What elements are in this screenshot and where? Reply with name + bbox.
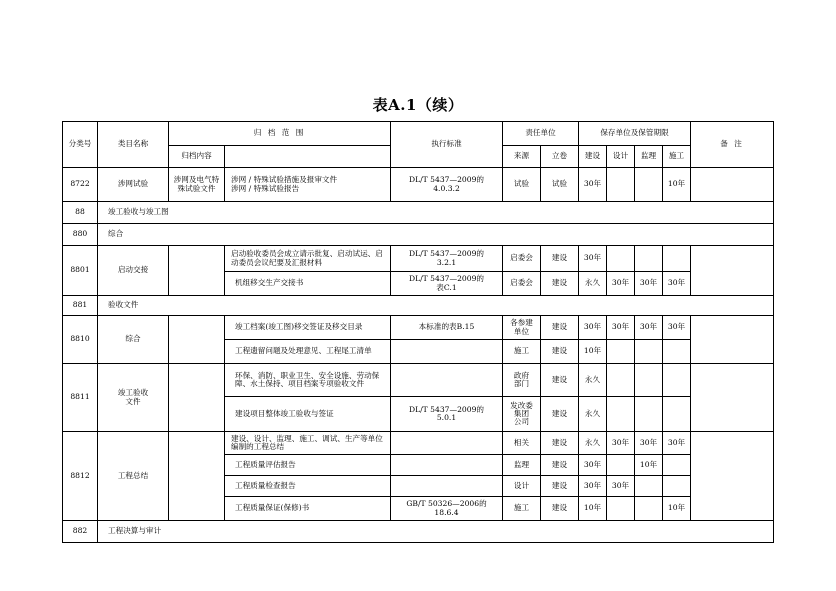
row-con: 30年 <box>663 316 691 340</box>
section-label: 工程决算与审计 <box>98 521 774 543</box>
row-con: 30年 <box>663 432 691 455</box>
row-build: 30年 <box>579 476 607 497</box>
section-row <box>63 202 774 224</box>
row-sup: 30年 <box>635 316 663 340</box>
row-design: 30年 <box>607 316 635 340</box>
row-design <box>607 455 635 476</box>
header-remarks: 备 注 <box>691 122 774 168</box>
section-label: 竣工验收与竣工图 <box>98 202 774 224</box>
header-volume: 立卷 <box>541 146 579 168</box>
row-sub <box>169 316 225 364</box>
header-retention: 保存单位及保管期限 <box>579 122 691 146</box>
row-content: 机组移交生产交接书 <box>225 272 391 296</box>
row-build: 30年 <box>579 455 607 476</box>
row-volume: 建设 <box>541 497 579 521</box>
row-sup <box>635 364 663 397</box>
row-con <box>663 455 691 476</box>
row-remarks <box>691 168 774 202</box>
table-title: 表A.1（续） <box>372 96 464 114</box>
row-build: 永久 <box>579 364 607 397</box>
row-source: 试验 <box>503 168 541 202</box>
section-row <box>63 521 774 543</box>
row-design: 30年 <box>607 272 635 296</box>
row-volume: 建设 <box>541 364 579 397</box>
row-volume: 建设 <box>541 316 579 340</box>
header-code: 分类号 <box>63 122 98 168</box>
row-sub <box>169 364 225 432</box>
row-sup <box>635 497 663 521</box>
row-volume: 建设 <box>541 272 579 296</box>
row-sup <box>635 168 663 202</box>
row-volume: 建设 <box>541 432 579 455</box>
row-volume: 建设 <box>541 246 579 272</box>
row-source: 施工 <box>503 497 541 521</box>
row-standard: DL/T 5437—2009的 5.0.1 <box>391 397 503 432</box>
row-standard: DL/T 5437—2009的 3.2.1 <box>391 246 503 272</box>
row-build: 永久 <box>579 397 607 432</box>
section-row <box>63 296 774 316</box>
header-standard: 执行标准 <box>391 122 503 168</box>
row-design: 30年 <box>607 432 635 455</box>
row-standard <box>391 476 503 497</box>
table-row <box>63 316 774 340</box>
row-remarks <box>691 246 774 296</box>
row-con: 10年 <box>663 497 691 521</box>
section-code: 88 <box>63 202 98 224</box>
table-row <box>63 364 774 397</box>
row-volume: 试验 <box>541 168 579 202</box>
row-content: 建设、设计、监理、施工、调试、生产等单位编制的工程总结 <box>225 432 391 455</box>
row-build: 30年 <box>579 316 607 340</box>
row-sub <box>169 432 225 521</box>
header-category: 类目名称 <box>98 122 169 168</box>
row-source: 发改委 集团 公司 <box>503 397 541 432</box>
row-remarks <box>691 364 774 432</box>
row-con <box>663 397 691 432</box>
row-category: 竣工验收 文件 <box>98 364 169 432</box>
row-volume: 建设 <box>541 340 579 364</box>
row-category: 涉网试验 <box>98 168 169 202</box>
row-sup <box>635 340 663 364</box>
row-design: 30年 <box>607 476 635 497</box>
row-design <box>607 340 635 364</box>
row-volume: 建设 <box>541 476 579 497</box>
row-remarks <box>691 316 774 364</box>
header-construction: 建设 <box>579 146 607 168</box>
row-category: 启动交接 <box>98 246 169 296</box>
row-standard: GB/T 50326—2006的 18.6.4 <box>391 497 503 521</box>
row-con <box>663 364 691 397</box>
row-con: 30年 <box>663 272 691 296</box>
row-volume: 建设 <box>541 455 579 476</box>
header-supervision: 监理 <box>635 146 663 168</box>
header-row <box>63 122 774 146</box>
row-source: 相关 <box>503 432 541 455</box>
section-code: 882 <box>63 521 98 543</box>
row-source: 政府 部门 <box>503 364 541 397</box>
archive-table <box>62 121 774 543</box>
header-design: 设计 <box>607 146 635 168</box>
table-row <box>63 168 774 202</box>
row-standard: DL/T 5437—2009的 表C.1 <box>391 272 503 296</box>
header-source: 来源 <box>503 146 541 168</box>
table-row <box>63 432 774 455</box>
row-con <box>663 476 691 497</box>
row-content: 竣工档案(竣工图)移交签证及移交目录 <box>225 316 391 340</box>
header-scope-blank <box>225 146 391 168</box>
header-scope-sub: 归档内容 <box>169 146 225 168</box>
row-source: 启委会 <box>503 246 541 272</box>
row-code: 8722 <box>63 168 98 202</box>
row-content: 环保、消防、职业卫生、安全设施、劳动保障、水土保持、项目档案专项验收文件 <box>225 364 391 397</box>
row-con <box>663 340 691 364</box>
row-code: 8812 <box>63 432 98 521</box>
row-code: 8810 <box>63 316 98 364</box>
row-remarks <box>691 432 774 521</box>
section-code: 880 <box>63 224 98 246</box>
row-design <box>607 168 635 202</box>
section-label: 综合 <box>98 224 774 246</box>
row-standard <box>391 340 503 364</box>
row-content: 工程质量评估报告 <box>225 455 391 476</box>
row-volume: 建设 <box>541 397 579 432</box>
row-build: 永久 <box>579 272 607 296</box>
header-responsible: 责任单位 <box>503 122 579 146</box>
row-content: 建设项目整体竣工验收与签证 <box>225 397 391 432</box>
row-con: 10年 <box>663 168 691 202</box>
row-standard: 本标准的表B.15 <box>391 316 503 340</box>
row-source: 各参建 单位 <box>503 316 541 340</box>
row-content: 启动验收委员会成立请示批复、启动试运、启动委员会议纪要及汇报材料 <box>225 246 391 272</box>
row-content: 工程质量保证(保修)书 <box>225 497 391 521</box>
row-build: 30年 <box>579 246 607 272</box>
row-design <box>607 246 635 272</box>
header-builder: 施工 <box>663 146 691 168</box>
section-row <box>63 224 774 246</box>
row-sub <box>169 246 225 296</box>
table-row <box>63 246 774 272</box>
row-standard <box>391 364 503 397</box>
row-build: 永久 <box>579 432 607 455</box>
row-code: 8811 <box>63 364 98 432</box>
row-source: 启委会 <box>503 272 541 296</box>
row-sub: 涉网及电气特殊试验文件 <box>169 168 225 202</box>
row-build: 10年 <box>579 497 607 521</box>
row-category: 工程总结 <box>98 432 169 521</box>
row-build: 10年 <box>579 340 607 364</box>
row-design <box>607 497 635 521</box>
section-label: 验收文件 <box>98 296 774 316</box>
row-sup <box>635 397 663 432</box>
row-standard: DL/T 5437—2009的 4.0.3.2 <box>391 168 503 202</box>
row-category: 综合 <box>98 316 169 364</box>
row-sup: 30年 <box>635 432 663 455</box>
header-scope: 归 档 范 围 <box>169 122 391 146</box>
section-code: 881 <box>63 296 98 316</box>
row-standard <box>391 432 503 455</box>
row-design <box>607 364 635 397</box>
row-con <box>663 246 691 272</box>
row-sup: 30年 <box>635 272 663 296</box>
row-source: 监理 <box>503 455 541 476</box>
row-build: 30年 <box>579 168 607 202</box>
row-source: 施工 <box>503 340 541 364</box>
row-content: 工程质量检查报告 <box>225 476 391 497</box>
row-sup: 10年 <box>635 455 663 476</box>
row-content: 涉网 / 特殊试验措施及报审文件 涉网 / 特殊试验报告 <box>225 168 391 202</box>
row-content: 工程遗留问题及处理意见、工程尾工清单 <box>225 340 391 364</box>
row-design <box>607 397 635 432</box>
row-sup <box>635 476 663 497</box>
row-standard <box>391 455 503 476</box>
row-code: 8801 <box>63 246 98 296</box>
row-source: 设计 <box>503 476 541 497</box>
row-sup <box>635 246 663 272</box>
